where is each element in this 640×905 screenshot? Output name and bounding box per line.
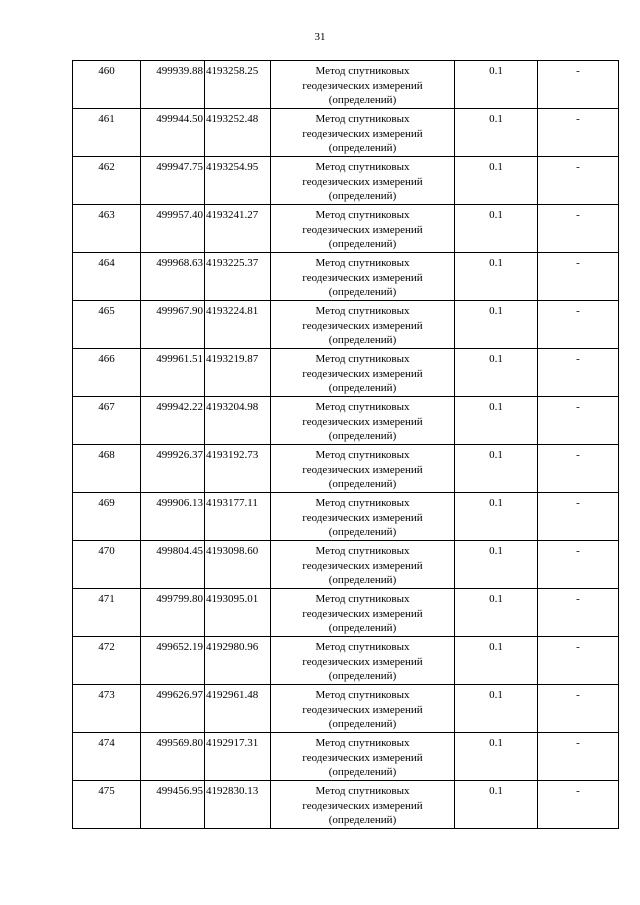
- x-coordinate-cell: 499626.97: [141, 685, 205, 733]
- y-coordinate-cell: 4193254.95: [205, 157, 271, 205]
- method-text-line: (определений): [328, 622, 397, 634]
- x-coordinate-cell: 499906.13: [141, 493, 205, 541]
- method-text-line: геодезических измерений: [302, 127, 423, 140]
- point-number-cell: 475: [73, 781, 141, 829]
- accuracy-cell: 0.1: [455, 493, 538, 541]
- point-number-cell: 469: [73, 493, 141, 541]
- table-row: [73, 589, 619, 637]
- accuracy-cell: 0.1: [455, 733, 538, 781]
- method-text-line: геодезических измерений: [302, 511, 423, 524]
- method-cell: [271, 397, 455, 445]
- table-row: [73, 685, 619, 733]
- method-cell: [271, 157, 455, 205]
- point-number-cell: 471: [73, 589, 141, 637]
- accuracy-cell: 0.1: [455, 397, 538, 445]
- point-number-cell: 474: [73, 733, 141, 781]
- method-cell: [271, 445, 455, 493]
- x-coordinate-cell: 499799.80: [141, 589, 205, 637]
- method-text-line: геодезических измерений: [302, 367, 423, 380]
- method-text-line: геодезических измерений: [302, 415, 423, 428]
- point-number-cell: 468: [73, 445, 141, 493]
- method-text-line: (определений): [328, 718, 397, 730]
- method-cell: [271, 589, 455, 637]
- method-text-line: геодезических измерений: [302, 175, 423, 188]
- point-number-cell: 472: [73, 637, 141, 685]
- note-cell: -: [538, 733, 619, 781]
- y-coordinate-cell: 4193095.01: [205, 589, 271, 637]
- x-coordinate-cell: 499569.80: [141, 733, 205, 781]
- method-cell: [271, 301, 455, 349]
- method-text-line: геодезических измерений: [302, 463, 423, 476]
- accuracy-cell: 0.1: [455, 541, 538, 589]
- table-row: [73, 109, 619, 157]
- method-text-line: (определений): [328, 238, 397, 250]
- note-cell: -: [538, 349, 619, 397]
- note-cell: -: [538, 253, 619, 301]
- method-text-line: Метод спутниковых: [315, 113, 410, 125]
- y-coordinate-cell: 4192917.31: [205, 733, 271, 781]
- method-text-line: (определений): [328, 94, 397, 106]
- method-text-line: Метод спутниковых: [315, 737, 410, 749]
- y-coordinate-cell: 4193098.60: [205, 541, 271, 589]
- method-text-line: Метод спутниковых: [315, 689, 410, 701]
- table-body: [73, 61, 619, 829]
- table-row: [73, 637, 619, 685]
- y-coordinate-cell: 4192980.96: [205, 637, 271, 685]
- x-coordinate-cell: 499456.95: [141, 781, 205, 829]
- y-coordinate-cell: 4192830.13: [205, 781, 271, 829]
- method-text-line: геодезических измерений: [302, 223, 423, 236]
- table-row: [73, 205, 619, 253]
- point-number-cell: 465: [73, 301, 141, 349]
- method-text-line: (определений): [328, 670, 397, 682]
- method-text-line: (определений): [328, 190, 397, 202]
- method-text-line: геодезических измерений: [302, 559, 423, 572]
- method-text-line: Метод спутниковых: [315, 497, 410, 509]
- accuracy-cell: 0.1: [455, 637, 538, 685]
- x-coordinate-cell: 499942.22: [141, 397, 205, 445]
- x-coordinate-cell: 499939.88: [141, 61, 205, 109]
- accuracy-cell: 0.1: [455, 301, 538, 349]
- note-cell: -: [538, 685, 619, 733]
- note-cell: -: [538, 589, 619, 637]
- table-row: [73, 781, 619, 829]
- method-text-line: геодезических измерений: [302, 751, 423, 764]
- y-coordinate-cell: 4193241.27: [205, 205, 271, 253]
- accuracy-cell: 0.1: [455, 685, 538, 733]
- y-coordinate-cell: 4193224.81: [205, 301, 271, 349]
- method-text-line: Метод спутниковых: [315, 161, 410, 173]
- method-text-line: Метод спутниковых: [315, 785, 410, 797]
- accuracy-cell: 0.1: [455, 445, 538, 493]
- y-coordinate-cell: 4193219.87: [205, 349, 271, 397]
- note-cell: -: [538, 637, 619, 685]
- point-number-cell: 464: [73, 253, 141, 301]
- note-cell: -: [538, 445, 619, 493]
- x-coordinate-cell: 499944.50: [141, 109, 205, 157]
- accuracy-cell: 0.1: [455, 253, 538, 301]
- note-cell: -: [538, 61, 619, 109]
- note-cell: -: [538, 781, 619, 829]
- y-coordinate-cell: 4192961.48: [205, 685, 271, 733]
- method-text-line: (определений): [328, 286, 397, 298]
- note-cell: -: [538, 109, 619, 157]
- method-text-line: Метод спутниковых: [315, 305, 410, 317]
- note-cell: -: [538, 157, 619, 205]
- y-coordinate-cell: 4193204.98: [205, 397, 271, 445]
- method-text-line: (определений): [328, 382, 397, 394]
- y-coordinate-cell: 4193252.48: [205, 109, 271, 157]
- table-row: [73, 61, 619, 109]
- accuracy-cell: 0.1: [455, 61, 538, 109]
- method-text-line: (определений): [328, 814, 397, 826]
- x-coordinate-cell: 499967.90: [141, 301, 205, 349]
- y-coordinate-cell: 4193177.11: [205, 493, 271, 541]
- table-row: [73, 301, 619, 349]
- table-row: [73, 349, 619, 397]
- method-text-line: Метод спутниковых: [315, 65, 410, 77]
- table-row: [73, 493, 619, 541]
- x-coordinate-cell: 499968.63: [141, 253, 205, 301]
- table-row: [73, 733, 619, 781]
- note-cell: -: [538, 541, 619, 589]
- method-text-line: (определений): [328, 430, 397, 442]
- point-number-cell: 462: [73, 157, 141, 205]
- method-cell: [271, 685, 455, 733]
- coordinates-table: [72, 60, 619, 829]
- method-text-line: (определений): [328, 766, 397, 778]
- method-text-line: (определений): [328, 574, 397, 586]
- accuracy-cell: 0.1: [455, 781, 538, 829]
- point-number-cell: 466: [73, 349, 141, 397]
- x-coordinate-cell: 499926.37: [141, 445, 205, 493]
- point-number-cell: 460: [73, 61, 141, 109]
- method-text-line: (определений): [328, 334, 397, 346]
- method-text-line: геодезических измерений: [302, 799, 423, 812]
- table-row: [73, 253, 619, 301]
- method-text-line: Метод спутниковых: [315, 545, 410, 557]
- method-cell: [271, 205, 455, 253]
- method-text-line: Метод спутниковых: [315, 593, 410, 605]
- table-row: [73, 157, 619, 205]
- method-text-line: геодезических измерений: [302, 79, 423, 92]
- point-number-cell: 473: [73, 685, 141, 733]
- method-cell: [271, 637, 455, 685]
- method-cell: [271, 541, 455, 589]
- x-coordinate-cell: 499957.40: [141, 205, 205, 253]
- table-row: [73, 445, 619, 493]
- accuracy-cell: 0.1: [455, 109, 538, 157]
- method-text-line: Метод спутниковых: [315, 353, 410, 365]
- note-cell: -: [538, 493, 619, 541]
- note-cell: -: [538, 205, 619, 253]
- method-text-line: Метод спутниковых: [315, 401, 410, 413]
- point-number-cell: 461: [73, 109, 141, 157]
- method-cell: [271, 781, 455, 829]
- method-cell: [271, 61, 455, 109]
- accuracy-cell: 0.1: [455, 349, 538, 397]
- method-text-line: (определений): [328, 142, 397, 154]
- y-coordinate-cell: 4193258.25: [205, 61, 271, 109]
- y-coordinate-cell: 4193192.73: [205, 445, 271, 493]
- method-cell: [271, 349, 455, 397]
- accuracy-cell: 0.1: [455, 589, 538, 637]
- method-cell: [271, 493, 455, 541]
- x-coordinate-cell: 499961.51: [141, 349, 205, 397]
- method-text-line: Метод спутниковых: [315, 641, 410, 653]
- accuracy-cell: 0.1: [455, 205, 538, 253]
- x-coordinate-cell: 499652.19: [141, 637, 205, 685]
- accuracy-cell: 0.1: [455, 157, 538, 205]
- method-text-line: Метод спутниковых: [315, 449, 410, 461]
- method-cell: [271, 109, 455, 157]
- method-cell: [271, 733, 455, 781]
- method-text-line: геодезических измерений: [302, 607, 423, 620]
- method-cell: [271, 253, 455, 301]
- point-number-cell: 470: [73, 541, 141, 589]
- method-text-line: Метод спутниковых: [315, 209, 410, 221]
- table-row: [73, 541, 619, 589]
- table-row: [73, 397, 619, 445]
- y-coordinate-cell: 4193225.37: [205, 253, 271, 301]
- method-text-line: геодезических измерений: [302, 703, 423, 716]
- note-cell: -: [538, 301, 619, 349]
- method-text-line: геодезических измерений: [302, 271, 423, 284]
- method-text-line: геодезических измерений: [302, 319, 423, 332]
- page-number: 31: [314, 31, 326, 43]
- note-cell: -: [538, 397, 619, 445]
- point-number-cell: 463: [73, 205, 141, 253]
- method-text-line: Метод спутниковых: [315, 257, 410, 269]
- point-number-cell: 467: [73, 397, 141, 445]
- x-coordinate-cell: 499804.45: [141, 541, 205, 589]
- method-text-line: (определений): [328, 478, 397, 490]
- method-text-line: геодезических измерений: [302, 655, 423, 668]
- method-text-line: (определений): [328, 526, 397, 538]
- x-coordinate-cell: 499947.75: [141, 157, 205, 205]
